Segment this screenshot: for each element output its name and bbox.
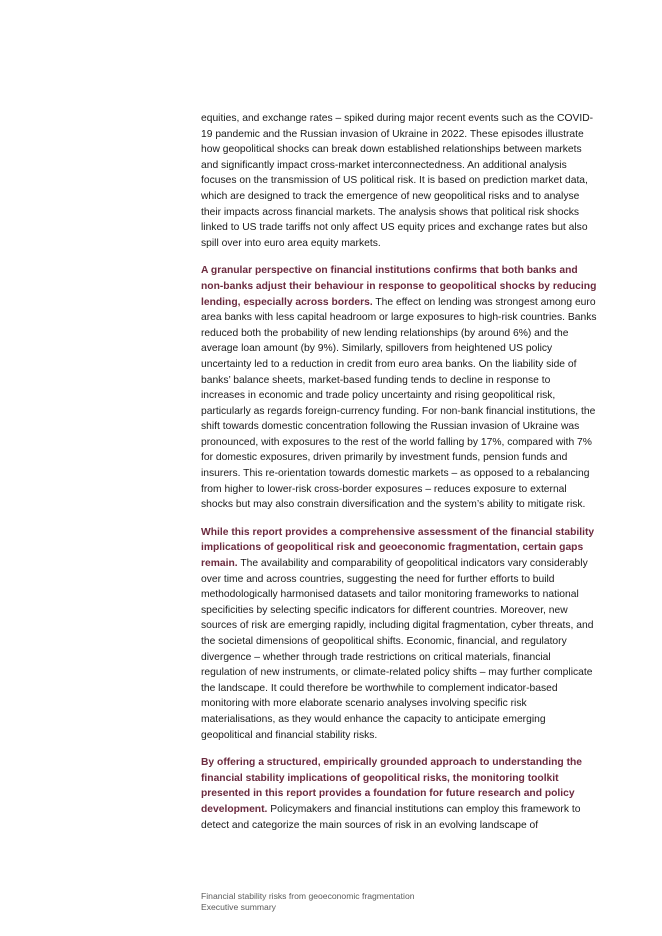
- page-body: [201, 111, 597, 845]
- paragraph-4-lead: By offering a structured, empirically grounded approach to understanding the financial stability implications of geopolitical risks, the monitoring toolkit presented in this report provides a foundation for future research and policy development.: [201, 757, 583, 815]
- paragraph-2-body: The effect on lending was strongest among euro area banks with less capital headroom or large exposures to high-risk countries. Banks reduced both the probability of new lending relationships (by around 6%) and the average loan amount (by 9%). Similarly, spillovers from heightened US policy uncertainty led to a reduction in credit from euro area banks. On the liability side of banks’ balance sheets, market-based funding tends to decline in response to increases in economic and trade policy uncertainty and rising geopolitical risk, particularly as regards foreign-currency funding. For non-bank financial institutions, the shift towards domestic concentration following the Russian invasion of Ukraine was pronounced, with exposures to the rest of the world falling by 17%, compared with 7% for domestic exposures, driven primarily by investment funds, pension funds and insurers. This re-orientation towards domestic markets – as opposed to a rebalancing from higher to lower-risk cross-border exposures – reduces exposure to external shocks but may also constrain diversification and the system’s ability to mitigate risk.: [201, 296, 597, 511]
- paragraph-3-lead: While this report provides a comprehensive assessment of the financial stability implications of geopolitical risk and geoeconomic fragmentation, certain gaps remain.: [201, 526, 595, 570]
- footer-section-name: Executive summary: [201, 902, 276, 913]
- paragraph-2: [201, 263, 597, 513]
- paragraph-1-body: equities, and exchange rates – spiked during major recent events such as the COVID-19 pandemic and the Russian invasion of Ukraine in 2022. These episodes illustrate how geopolitical shocks can break down established relationships between markets and significantly impact cross-market interconnectedness. An additional analysis focuses on the transmission of US political risk. It is based on prediction market data, which are designed to track the emergence of new geopolitical risks and to analyse their impacts across financial markets. The analysis shows that political risk shocks linked to US trade tariffs not only affect US equity prices and exchange rates but also spill over into euro area equity markets.: [201, 113, 594, 249]
- footer-document-title: Financial stability risks from geoeconomic fragmentation: [201, 891, 415, 901]
- paragraph-3: [201, 525, 597, 743]
- page-footer: [201, 891, 601, 914]
- paragraph-1: [201, 111, 597, 251]
- paragraph-3-body: The availability and comparability of geopolitical indicators vary considerably over time and across countries, suggesting the need for further efforts to build methodologically harmonised datasets and tailor monitoring frameworks to national specificities by selecting specific indicators for different countries. Moreover, new sources of risk are emerging rapidly, including digital fragmentation, cyber threats, and the societal dimensions of geopolitical shifts. Economic, financial, and regulatory divergence – whether through trade restrictions on critical materials, financial regulation of new instruments, or climate-related policy shifts – may further complicate the landscape. It could therefore be worthwhile to complement indicator-based monitoring with more elaborate scenario analyses involving specific risk materialisations, as they would enhance the capacity to anticipate emerging geopolitical and financial stability risks.: [201, 558, 594, 741]
- paragraph-2-lead: A granular perspective on financial institutions confirms that both banks and non-banks adjust their behaviour in response to geopolitical shocks by reducing lending, especially across borders.: [201, 265, 597, 308]
- paragraph-4: [201, 755, 597, 833]
- paragraph-4-body: Policymakers and financial institutions can employ this framework to detect and categorize the main sources of risk in an evolving landscape of: [201, 803, 581, 831]
